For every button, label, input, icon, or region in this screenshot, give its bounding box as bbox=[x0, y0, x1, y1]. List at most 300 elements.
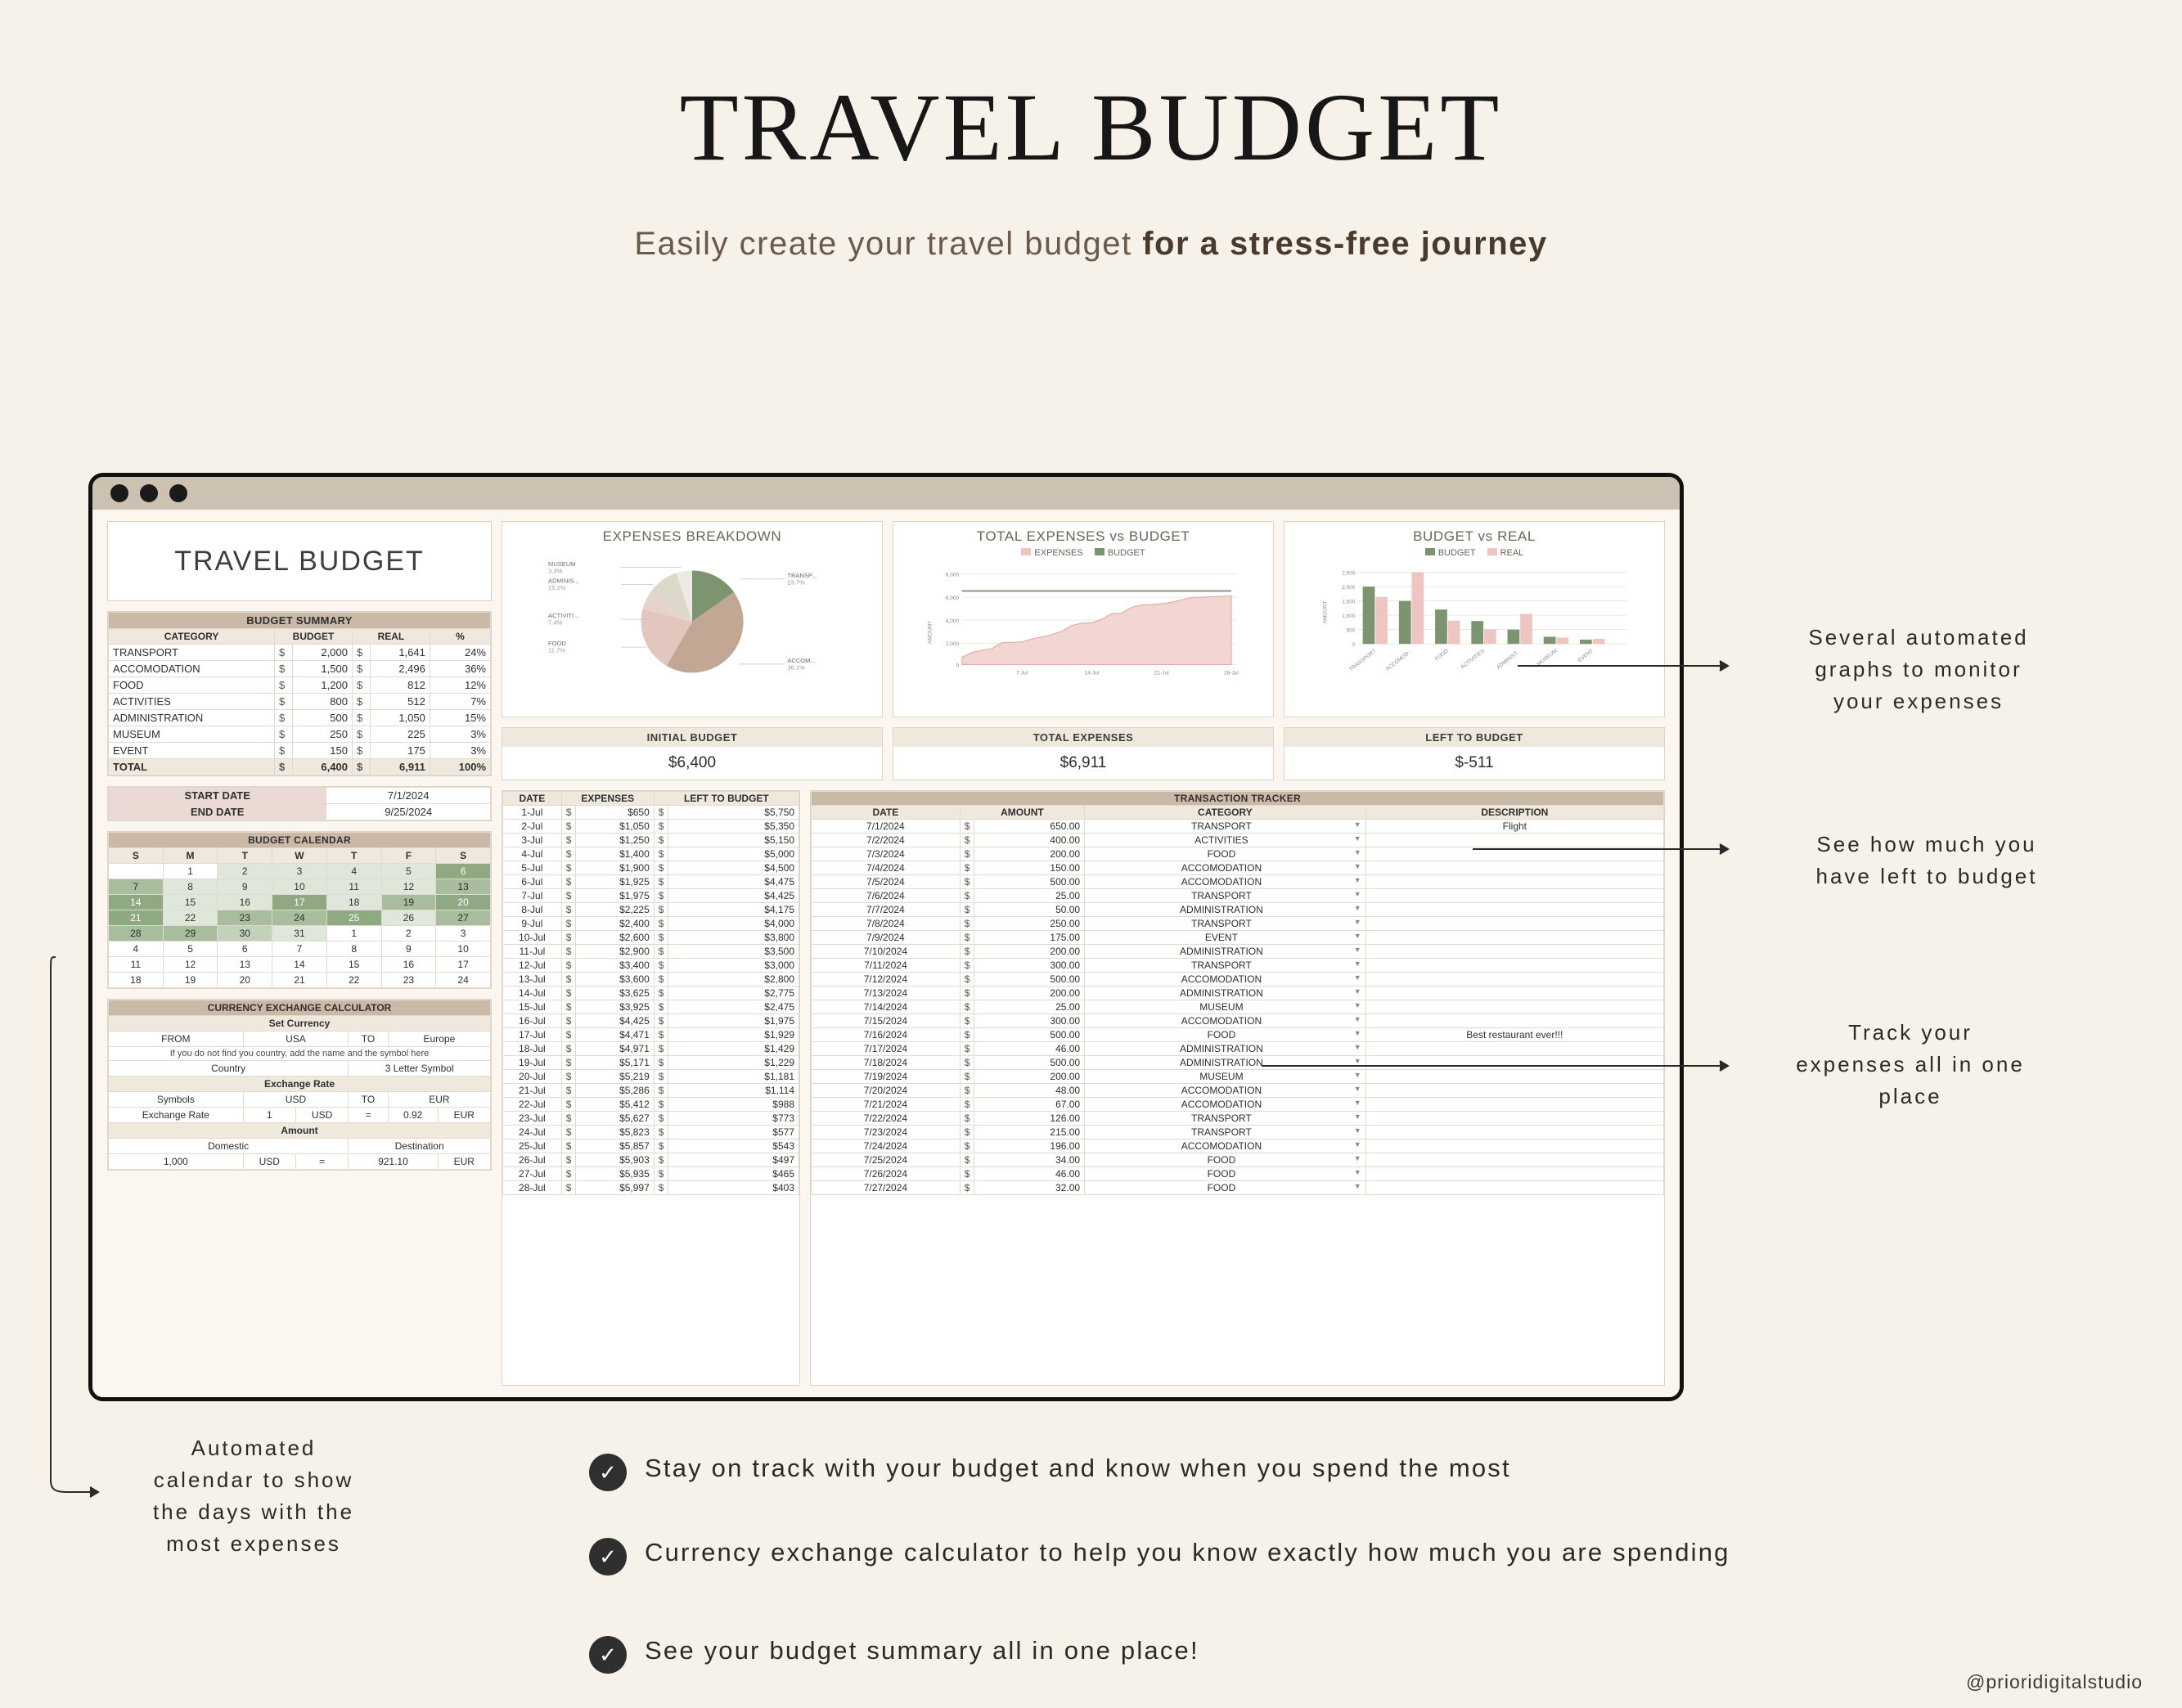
cell-left: $5,000 bbox=[668, 847, 799, 861]
chevron-down-icon[interactable]: ▼ bbox=[1353, 1001, 1361, 1009]
cell-description[interactable] bbox=[1365, 1014, 1663, 1028]
cell-description[interactable] bbox=[1365, 861, 1663, 875]
cell-left-symbol: $ bbox=[654, 987, 668, 1000]
cell-category: MUSEUM bbox=[109, 726, 275, 743]
calendar-day[interactable]: 20 bbox=[436, 895, 491, 910]
cell-category[interactable]: FOOD ▼ bbox=[1085, 1167, 1366, 1181]
calendar-day[interactable]: 16 bbox=[218, 895, 272, 910]
calendar-day[interactable]: 20 bbox=[218, 973, 272, 988]
cell-category[interactable]: ACCOMODATION ▼ bbox=[1085, 875, 1366, 889]
calendar-day[interactable]: 2 bbox=[381, 926, 436, 942]
calendar-day[interactable]: 4 bbox=[109, 942, 164, 957]
cell-category[interactable]: TRANSPORT ▼ bbox=[1085, 1126, 1366, 1139]
calendar-day[interactable]: 22 bbox=[326, 973, 381, 988]
cell-date: 2-Jul bbox=[503, 820, 562, 834]
cell-category[interactable]: MUSEUM ▼ bbox=[1085, 1070, 1366, 1084]
chevron-down-icon[interactable]: ▼ bbox=[1353, 848, 1361, 856]
table-row bbox=[812, 1139, 1664, 1153]
chevron-down-icon[interactable]: ▼ bbox=[1353, 946, 1361, 954]
calendar-day[interactable]: 1 bbox=[326, 926, 381, 942]
calendar-week bbox=[109, 895, 491, 910]
svg-text:ACCOM...: ACCOM... bbox=[787, 657, 816, 664]
calendar-day[interactable]: 3 bbox=[436, 926, 491, 942]
cell-category[interactable]: ADMINISTRATION ▼ bbox=[1085, 987, 1366, 1000]
calendar-day[interactable]: 30 bbox=[218, 926, 272, 942]
calendar-day[interactable]: 25 bbox=[326, 910, 381, 926]
cell-description[interactable] bbox=[1365, 1167, 1663, 1181]
chevron-down-icon[interactable]: ▼ bbox=[1353, 1112, 1361, 1121]
table-row bbox=[109, 661, 491, 677]
cell-date: 26-Jul bbox=[503, 1153, 562, 1167]
total-label: TOTAL bbox=[109, 759, 275, 775]
exchange-rate-value[interactable]: 1 bbox=[243, 1108, 295, 1123]
cell-left-symbol: $ bbox=[654, 1167, 668, 1181]
cell-exp-symbol: $ bbox=[561, 987, 576, 1000]
cell-date: 13-Jul bbox=[503, 973, 562, 987]
exchange-rate-from: USD bbox=[295, 1108, 348, 1123]
calendar-day[interactable]: 27 bbox=[436, 910, 491, 926]
cell-description[interactable] bbox=[1365, 931, 1663, 945]
amount-result-currency: EUR bbox=[438, 1154, 490, 1170]
cell-budget: 150 bbox=[293, 743, 353, 759]
calendar-day[interactable]: 14 bbox=[272, 957, 327, 973]
cell-amount: 46.00 bbox=[974, 1167, 1085, 1181]
calendar-day[interactable]: 8 bbox=[326, 942, 381, 957]
cell-amount: 250.00 bbox=[974, 917, 1085, 931]
budget-vs-real-title: BUDGET vs REAL bbox=[1413, 528, 1536, 544]
calendar-day[interactable]: 14 bbox=[109, 895, 164, 910]
cell-exp-symbol: $ bbox=[561, 847, 576, 861]
chevron-down-icon[interactable]: ▼ bbox=[1353, 932, 1361, 940]
exchange-rate-result: 0.92 bbox=[388, 1108, 438, 1123]
cell-date: 24-Jul bbox=[503, 1126, 562, 1139]
calendar-day[interactable]: 5 bbox=[381, 864, 436, 879]
table-row bbox=[503, 917, 799, 931]
calendar-day[interactable]: 2 bbox=[218, 864, 272, 879]
cell-description[interactable] bbox=[1365, 875, 1663, 889]
svg-text:AMOUNT: AMOUNT bbox=[1322, 600, 1329, 624]
svg-text:14-Jul: 14-Jul bbox=[1084, 670, 1100, 676]
tracker-col-date: DATE bbox=[812, 806, 961, 820]
bullet-item-1 bbox=[589, 1450, 2103, 1491]
cell-category[interactable]: TRANSPORT ▼ bbox=[1085, 959, 1366, 973]
kpi-total-expenses-label: TOTAL EXPENSES bbox=[893, 728, 1273, 747]
cell-description[interactable] bbox=[1365, 987, 1663, 1000]
cell-amount: 46.00 bbox=[974, 1042, 1085, 1056]
chevron-down-icon[interactable]: ▼ bbox=[1353, 918, 1361, 926]
cell-date: 9-Jul bbox=[503, 917, 562, 931]
svg-text:FOOD: FOOD bbox=[548, 640, 566, 648]
calendar-day[interactable]: 10 bbox=[272, 879, 327, 895]
calendar-day[interactable]: 19 bbox=[381, 895, 436, 910]
calendar-day[interactable]: 17 bbox=[272, 895, 327, 910]
calendar-day[interactable]: 10 bbox=[436, 942, 491, 957]
cell-expenses: $5,935 bbox=[576, 1167, 654, 1181]
cell-category[interactable]: FOOD ▼ bbox=[1085, 847, 1366, 861]
cell-amount-symbol: $ bbox=[960, 945, 974, 959]
cell-amount: 500.00 bbox=[974, 1056, 1085, 1070]
table-row bbox=[503, 1000, 799, 1014]
cell-amount: 196.00 bbox=[974, 1139, 1085, 1153]
cell-category[interactable]: MUSEUM ▼ bbox=[1085, 1000, 1366, 1014]
table-row bbox=[503, 1014, 799, 1028]
chevron-down-icon[interactable]: ▼ bbox=[1353, 1099, 1361, 1107]
cell-date: 7-Jul bbox=[503, 889, 562, 903]
close-icon[interactable] bbox=[110, 484, 128, 502]
cell-real: 512 bbox=[370, 694, 430, 710]
svg-text:7-Jul: 7-Jul bbox=[1015, 670, 1028, 676]
symbols-to[interactable]: EUR bbox=[388, 1092, 490, 1108]
svg-text:0: 0 bbox=[956, 663, 960, 669]
cell-category[interactable]: TRANSPORT ▼ bbox=[1085, 820, 1366, 834]
chevron-down-icon[interactable]: ▼ bbox=[1353, 960, 1361, 968]
svg-text:11.7%: 11.7% bbox=[548, 646, 565, 654]
calendar-weekday-header bbox=[109, 848, 491, 864]
cell-amount-symbol: $ bbox=[960, 1028, 974, 1042]
cell-category[interactable]: EVENT ▼ bbox=[1085, 931, 1366, 945]
cell-left-symbol: $ bbox=[654, 875, 668, 889]
cell-category[interactable]: ACCOMODATION ▼ bbox=[1085, 973, 1366, 987]
svg-text:MUSEUM: MUSEUM bbox=[548, 560, 576, 568]
cell-description[interactable]: Flight bbox=[1365, 820, 1663, 834]
end-date-value[interactable]: 9/25/2024 bbox=[326, 804, 491, 820]
chevron-down-icon[interactable]: ▼ bbox=[1353, 1154, 1361, 1162]
svg-text:AMOUNT: AMOUNT bbox=[927, 620, 934, 645]
table-row bbox=[503, 1056, 799, 1070]
exp-col-left: LEFT TO BUDGET bbox=[654, 792, 799, 806]
currency-band: CURRENCY EXCHANGE CALCULATOR bbox=[109, 1000, 491, 1016]
cell-exp-symbol: $ bbox=[561, 959, 576, 973]
cell-category[interactable]: ADMINISTRATION ▼ bbox=[1085, 903, 1366, 917]
kpi-left-to-budget-value: $-511 bbox=[1455, 754, 1494, 771]
calendar-day[interactable]: 4 bbox=[326, 864, 381, 879]
cell-left: $1,181 bbox=[668, 1070, 799, 1084]
calendar-day[interactable]: 7 bbox=[109, 879, 164, 895]
calendar-day[interactable]: 21 bbox=[109, 910, 164, 926]
cell-exp-symbol: $ bbox=[561, 945, 576, 959]
minimize-icon[interactable] bbox=[140, 484, 158, 502]
cell-amount: 650.00 bbox=[974, 820, 1085, 834]
set-currency-label: Set Currency bbox=[109, 1016, 491, 1032]
chevron-down-icon[interactable]: ▼ bbox=[1353, 1182, 1361, 1190]
cell-category[interactable]: TRANSPORT ▼ bbox=[1085, 889, 1366, 903]
calendar-day[interactable]: 13 bbox=[218, 957, 272, 973]
cell-expenses: $1,925 bbox=[576, 875, 654, 889]
from-select[interactable]: USA bbox=[243, 1032, 349, 1047]
cell-date: 1-Jul bbox=[503, 806, 562, 820]
calendar-day[interactable]: 8 bbox=[163, 879, 218, 895]
cell-expenses: $3,600 bbox=[576, 973, 654, 987]
cell-left-symbol: $ bbox=[654, 1042, 668, 1056]
calendar-day[interactable]: 18 bbox=[109, 973, 164, 988]
cell-left: $497 bbox=[668, 1153, 799, 1167]
cell-category[interactable]: TRANSPORT ▼ bbox=[1085, 1112, 1366, 1126]
cell-date: 5-Jul bbox=[503, 861, 562, 875]
table-row bbox=[503, 861, 799, 875]
chevron-down-icon[interactable]: ▼ bbox=[1353, 862, 1361, 870]
cell-date: 21-Jul bbox=[503, 1084, 562, 1098]
calendar-day[interactable]: 12 bbox=[163, 957, 218, 973]
calendar-day[interactable]: 11 bbox=[326, 879, 381, 895]
calendar-day[interactable]: 22 bbox=[163, 910, 218, 926]
cell-description[interactable] bbox=[1365, 917, 1663, 931]
page-title: TRAVEL BUDGET bbox=[679, 74, 1503, 181]
table-row bbox=[503, 806, 799, 820]
maximize-icon[interactable] bbox=[169, 484, 187, 502]
cell-description[interactable]: Best restaurant ever!!! bbox=[1365, 1028, 1663, 1042]
cell-description[interactable] bbox=[1365, 1153, 1663, 1167]
cell-description[interactable] bbox=[1365, 1126, 1663, 1139]
cell-category[interactable]: ACCOMODATION ▼ bbox=[1085, 1084, 1366, 1098]
cell-description[interactable] bbox=[1365, 1112, 1663, 1126]
cell-amount: 175.00 bbox=[974, 931, 1085, 945]
to-select[interactable]: Europe bbox=[388, 1032, 490, 1047]
cell-date: 17-Jul bbox=[503, 1028, 562, 1042]
cell-real-symbol: $ bbox=[352, 677, 370, 694]
cell-date: 14-Jul bbox=[503, 987, 562, 1000]
table-row bbox=[812, 903, 1664, 917]
cell-real-symbol: $ bbox=[352, 710, 370, 726]
calendar-day[interactable]: 15 bbox=[326, 957, 381, 973]
calendar-day[interactable]: 9 bbox=[218, 879, 272, 895]
cell-amount: 48.00 bbox=[974, 1084, 1085, 1098]
cell-description[interactable] bbox=[1365, 1098, 1663, 1112]
calendar-weekday: T bbox=[326, 848, 381, 864]
table-row bbox=[503, 987, 799, 1000]
table-row bbox=[812, 1167, 1664, 1181]
chevron-down-icon[interactable]: ▼ bbox=[1353, 1071, 1361, 1079]
cell-category[interactable]: ACCOMODATION ▼ bbox=[1085, 1139, 1366, 1153]
col-pct: % bbox=[430, 629, 490, 645]
cell-category[interactable]: ADMINISTRATION ▼ bbox=[1085, 1042, 1366, 1056]
annotation-calendar: Automated calendar to show the days with the most expenses bbox=[152, 1436, 355, 1556]
calendar-day[interactable]: 11 bbox=[109, 957, 164, 973]
chevron-down-icon[interactable]: ▼ bbox=[1353, 1126, 1361, 1135]
cell-pct: 24% bbox=[430, 645, 490, 661]
bottom-row bbox=[502, 790, 1665, 1386]
cell-amount: 500.00 bbox=[974, 973, 1085, 987]
kpi-initial-budget bbox=[502, 727, 883, 780]
table-row bbox=[812, 889, 1664, 903]
start-date-row bbox=[109, 788, 491, 804]
svg-text:15.2%: 15.2% bbox=[548, 584, 566, 592]
amount-value[interactable]: 1,000 bbox=[109, 1154, 244, 1170]
cell-left-symbol: $ bbox=[654, 917, 668, 931]
table-row bbox=[812, 931, 1664, 945]
cell-category: ACTIVITIES bbox=[109, 694, 275, 710]
calendar-day[interactable]: 16 bbox=[381, 957, 436, 973]
chevron-down-icon[interactable]: ▼ bbox=[1353, 1043, 1361, 1051]
to-label: TO bbox=[349, 1032, 389, 1047]
calendar-day[interactable]: 23 bbox=[218, 910, 272, 926]
table-row bbox=[812, 1070, 1664, 1084]
cell-category[interactable]: FOOD ▼ bbox=[1085, 1181, 1366, 1195]
calendar-day[interactable]: 7 bbox=[272, 942, 327, 957]
cell-description[interactable] bbox=[1365, 889, 1663, 903]
cell-category[interactable]: FOOD ▼ bbox=[1085, 1153, 1366, 1167]
cell-expenses: $3,400 bbox=[576, 959, 654, 973]
chevron-down-icon[interactable]: ▼ bbox=[1353, 890, 1361, 898]
exp-col-date: DATE bbox=[503, 792, 562, 806]
cell-description[interactable] bbox=[1365, 903, 1663, 917]
cell-left-symbol: $ bbox=[654, 1014, 668, 1028]
calendar-day[interactable]: 19 bbox=[163, 973, 218, 988]
budget-summary-rows bbox=[109, 645, 491, 759]
cell-category[interactable]: ACCOMODATION ▼ bbox=[1085, 861, 1366, 875]
table-row bbox=[812, 987, 1664, 1000]
cell-amount-symbol: $ bbox=[960, 1042, 974, 1056]
chevron-down-icon[interactable]: ▼ bbox=[1353, 1168, 1361, 1176]
calendar-day[interactable] bbox=[109, 864, 164, 879]
check-icon: ✓ bbox=[589, 1454, 627, 1491]
chevron-down-icon[interactable]: ▼ bbox=[1353, 904, 1361, 912]
calendar-day[interactable]: 6 bbox=[436, 864, 491, 879]
exchange-rate-band: Exchange Rate bbox=[109, 1076, 491, 1092]
calendar-day[interactable]: 15 bbox=[163, 895, 218, 910]
from-label: FROM bbox=[109, 1032, 244, 1047]
cell-date: 7/20/2024 bbox=[812, 1084, 961, 1098]
chevron-down-icon[interactable]: ▼ bbox=[1353, 876, 1361, 884]
cell-left: $4,475 bbox=[668, 875, 799, 889]
cell-date: 18-Jul bbox=[503, 1042, 562, 1056]
svg-text:2,000: 2,000 bbox=[1342, 584, 1356, 591]
cell-budget: 500 bbox=[293, 710, 353, 726]
daily-expenses-table bbox=[502, 791, 799, 1195]
cell-category[interactable]: FOOD ▼ bbox=[1085, 1028, 1366, 1042]
end-date-label: END DATE bbox=[109, 804, 326, 820]
cell-description[interactable] bbox=[1365, 1056, 1663, 1070]
cell-category[interactable]: ACCOMODATION ▼ bbox=[1085, 1098, 1366, 1112]
svg-text:ADMINIST...: ADMINIST... bbox=[1496, 648, 1523, 671]
cell-left: $543 bbox=[668, 1139, 799, 1153]
calendar-day[interactable]: 17 bbox=[436, 957, 491, 973]
cell-description[interactable] bbox=[1365, 973, 1663, 987]
calendar-day[interactable]: 24 bbox=[436, 973, 491, 988]
cell-description[interactable] bbox=[1365, 1139, 1663, 1153]
cell-exp-symbol: $ bbox=[561, 820, 576, 834]
calendar-day[interactable]: 26 bbox=[381, 910, 436, 926]
calendar-day[interactable]: 12 bbox=[381, 879, 436, 895]
expenses-breakdown-title: EXPENSES BREAKDOWN bbox=[602, 528, 782, 544]
svg-text:0: 0 bbox=[1352, 641, 1356, 648]
cell-expenses: $4,425 bbox=[576, 1014, 654, 1028]
cell-description[interactable] bbox=[1365, 945, 1663, 959]
calendar-weekday: W bbox=[272, 848, 327, 864]
chevron-down-icon[interactable]: ▼ bbox=[1353, 1085, 1361, 1093]
cell-date: 7/4/2024 bbox=[812, 861, 961, 875]
cell-pct: 3% bbox=[430, 743, 490, 759]
calendar-day[interactable]: 6 bbox=[218, 942, 272, 957]
table-row bbox=[109, 710, 491, 726]
chevron-down-icon[interactable]: ▼ bbox=[1353, 1140, 1361, 1148]
subtitle-plain: Easily create your travel budget bbox=[634, 226, 1143, 262]
svg-text:28-Jul: 28-Jul bbox=[1224, 670, 1239, 676]
calendar-day[interactable]: 23 bbox=[381, 973, 436, 988]
table-row bbox=[109, 645, 491, 661]
cell-description[interactable] bbox=[1365, 1084, 1663, 1098]
cell-amount: 200.00 bbox=[974, 945, 1085, 959]
cell-category[interactable]: ACCOMODATION ▼ bbox=[1085, 1014, 1366, 1028]
chevron-down-icon[interactable]: ▼ bbox=[1353, 1015, 1361, 1023]
chevron-down-icon[interactable]: ▼ bbox=[1353, 820, 1361, 829]
chevron-down-icon[interactable]: ▼ bbox=[1353, 1057, 1361, 1065]
calendar-day[interactable]: 29 bbox=[163, 926, 218, 942]
cell-description[interactable] bbox=[1365, 1042, 1663, 1056]
calendar-day[interactable]: 5 bbox=[163, 942, 218, 957]
symbols-from[interactable]: USD bbox=[243, 1092, 349, 1108]
cell-description[interactable] bbox=[1365, 1000, 1663, 1014]
kpi-row bbox=[502, 727, 1665, 780]
cell-exp-symbol: $ bbox=[561, 1084, 576, 1098]
total-budget-symbol: $ bbox=[275, 759, 293, 775]
cell-budget-symbol: $ bbox=[275, 661, 293, 677]
budget-summary-band: BUDGET SUMMARY bbox=[109, 613, 491, 629]
calendar-day[interactable]: 3 bbox=[272, 864, 327, 879]
cell-category[interactable]: ADMINISTRATION ▼ bbox=[1085, 1056, 1366, 1070]
calendar-day[interactable]: 24 bbox=[272, 910, 327, 926]
table-row bbox=[812, 1181, 1664, 1195]
area-svg bbox=[902, 560, 1265, 682]
cell-left-symbol: $ bbox=[654, 1000, 668, 1014]
cell-amount: 215.00 bbox=[974, 1126, 1085, 1139]
legend-budget: BUDGET bbox=[1107, 548, 1145, 558]
table-row bbox=[503, 1153, 799, 1167]
cell-description[interactable] bbox=[1365, 1070, 1663, 1084]
chevron-down-icon[interactable]: ▼ bbox=[1353, 987, 1361, 996]
calendar-day[interactable]: 21 bbox=[272, 973, 327, 988]
cell-description[interactable] bbox=[1365, 1181, 1663, 1195]
cell-date: 23-Jul bbox=[503, 1112, 562, 1126]
cell-date: 7/6/2024 bbox=[812, 889, 961, 903]
table-row bbox=[812, 847, 1664, 861]
cell-amount: 67.00 bbox=[974, 1098, 1085, 1112]
cell-category[interactable]: ACTIVITIES ▼ bbox=[1085, 834, 1366, 847]
legend-expenses: EXPENSES bbox=[1034, 548, 1083, 558]
chevron-down-icon[interactable]: ▼ bbox=[1353, 973, 1361, 982]
calendar-day[interactable]: 9 bbox=[381, 942, 436, 957]
calendar-day[interactable]: 31 bbox=[272, 926, 327, 942]
kpi-initial-budget-value: $6,400 bbox=[668, 754, 717, 771]
domestic-label: Domestic bbox=[109, 1139, 349, 1154]
calendar-day[interactable]: 13 bbox=[436, 879, 491, 895]
table-row bbox=[503, 1139, 799, 1153]
calendar-day[interactable]: 28 bbox=[109, 926, 164, 942]
cell-category[interactable]: ADMINISTRATION ▼ bbox=[1085, 945, 1366, 959]
cell-exp-symbol: $ bbox=[561, 1126, 576, 1139]
calendar-week bbox=[109, 879, 491, 895]
dates-card bbox=[107, 786, 492, 821]
svg-text:1,500: 1,500 bbox=[1342, 599, 1356, 605]
cell-description[interactable] bbox=[1365, 959, 1663, 973]
cell-description[interactable] bbox=[1365, 834, 1663, 847]
cell-category[interactable]: TRANSPORT ▼ bbox=[1085, 917, 1366, 931]
start-date-value[interactable]: 7/1/2024 bbox=[326, 788, 491, 804]
svg-text:ACTIVITIES: ACTIVITIES bbox=[1460, 648, 1487, 671]
table-row bbox=[109, 726, 491, 743]
cell-expenses: $4,971 bbox=[576, 1042, 654, 1056]
calendar-day[interactable]: 1 bbox=[163, 864, 218, 879]
tracker-col-description: DESCRIPTION bbox=[1365, 806, 1663, 820]
window-titlebar bbox=[92, 477, 1680, 510]
cell-description[interactable] bbox=[1365, 847, 1663, 861]
cell-pct: 3% bbox=[430, 726, 490, 743]
end-date-row bbox=[109, 804, 491, 820]
chevron-down-icon[interactable]: ▼ bbox=[1353, 834, 1361, 843]
cell-date: 7/7/2024 bbox=[812, 903, 961, 917]
calendar-day[interactable]: 18 bbox=[326, 895, 381, 910]
chevron-down-icon[interactable]: ▼ bbox=[1353, 1029, 1361, 1037]
cell-date: 7/12/2024 bbox=[812, 973, 961, 987]
